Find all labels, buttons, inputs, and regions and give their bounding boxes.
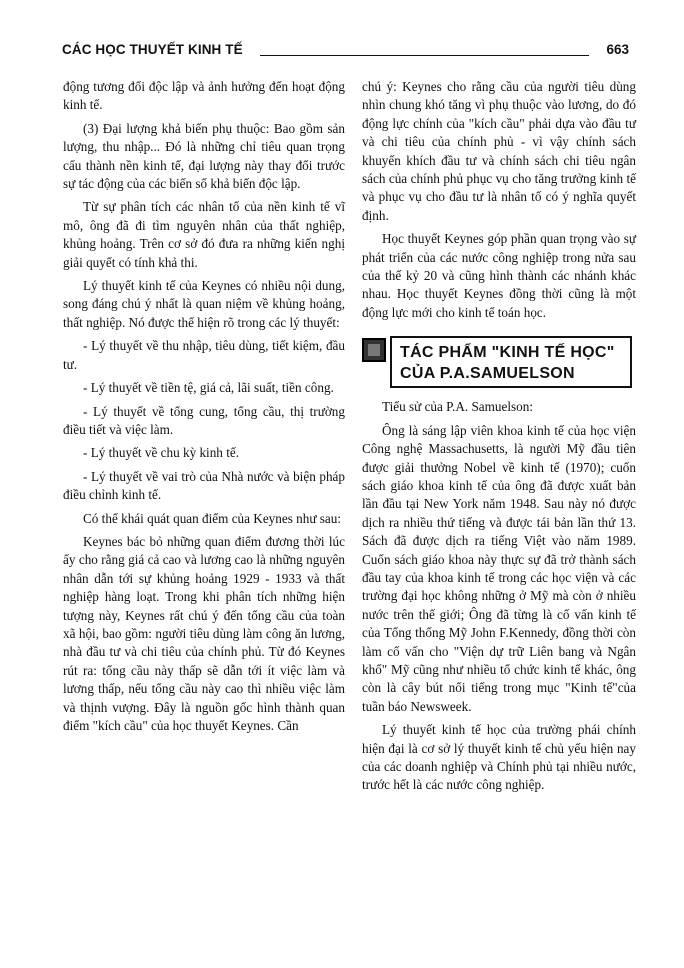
paragraph: động tương đối độc lập và ảnh hưởng đến hoạt động kinh tế.	[63, 79, 345, 113]
list-item: - Lý thuyết về vai trò của Nhà nước và biện pháp điều chỉnh kinh tế.	[63, 468, 345, 503]
paragraph: Có thể khái quát quan điểm của Keynes như sau:	[83, 510, 342, 526]
paragraph: Từ sự phân tích các nhân tố của nền kinh tế vĩ mô, ông đã đi tìm nguyên nhân của thất nghiệp, khủng hoảng. Trên cơ sở đó đưa ra những kiến nghị giải quyết có tính khả thi.	[63, 199, 345, 270]
paragraph: Tiểu sử của P.A. Samuelson:	[382, 399, 533, 415]
page-number: 663	[606, 42, 629, 57]
paragraph: Học thuyết Keynes góp phần quan trọng vào sự phát triển của các nước công nghiệp trong nửa sau của thế kỷ 20 và cũng hình thành các nhánh khác nhau. Học thuyết Keynes đồng thời cũng là một động lực mới cho kinh tế toán học.	[362, 231, 636, 320]
section-heading-frame	[390, 336, 632, 388]
section-heading-line1: TÁC PHẨM "KINH TẾ HỌC"	[400, 344, 615, 362]
paragraph: (3) Đại lượng khả biến phụ thuộc: Bao gồm sản lượng, thu nhập... Đó là những chỉ tiêu quan trọng cấu thành nền kinh tế, đại lượng này thay đổi trước sự tác động của các biến số khả biến độc lập.	[63, 120, 345, 192]
section-heading	[362, 336, 636, 390]
list-item: - Lý thuyết về chu kỳ kinh tế.	[83, 445, 240, 461]
header-rule	[260, 55, 589, 56]
section-heading-line2: CỦA P.A.SAMUELSON	[400, 365, 575, 383]
ornament-icon	[362, 338, 386, 362]
paragraph: Keynes bác bỏ những quan điểm đương thời lúc ấy cho rằng giá cả cao và lương cao là những nguyên nhân dẫn tới sự khủng hoảng 1929 - 1933 và thất nghiệp hàng loạt. Trong khi phân tích những hiện tượng này, Keynes rất chú ý đến tổng cầu của toàn xã hội, bao gồm: người tiêu dùng làm công ăn lương, nhà đầu tư và chi tiêu của chính phủ. Từ đó Keynes rút ra: tổng cầu này thấp sẽ dẫn tới ít việc làm và lương thấp, nếu tổng cầu này cao thì nhiều việc làm và thịnh vượng. Đây là nguồn gốc hình thành quan điểm "kích cầu" của học thuyết Keynes. Cần	[63, 533, 345, 733]
paragraph: chú ý: Keynes cho rằng cầu của người tiêu dùng nhìn chung khó tăng vì phụ thuộc vào lương, do đó động lực chính của "kích cầu" phải dựa vào đầu tư và chi tiêu của chính phủ - vì vậy chính sách khuyến khích đầu tư và chính sách chi tiêu ngân sách của chính phủ phục vụ cho tăng trưởng kinh tế và phục vụ cho đầu tư là nhân tố có ý nghĩa quyết định.	[362, 79, 636, 223]
right-column	[362, 78, 636, 800]
left-column	[63, 78, 345, 740]
paragraph: Ông là sáng lập viên khoa kinh tế của học viện Công nghệ Massachusetts, là người Mỹ đầu tiên được giải thưởng Nobel về kinh tế (1970); cuốn sách giáo khoa kinh tế của ông đã được xuất bản lần đầu tại New York năm 1948. Sau này nó được dịch ra nhiều thứ tiếng và được tái bản lần thứ 13. Sách đã được dịch ra tiếng Việt vào năm 1989. Cuốn sách giáo khoa này thực sự đã trở thành sách đầu tay của khoa kinh tế trong các học viện và các trường đại học không những ở Mỹ mà còn ở nhiều nước trên thế giới; Ông đã từng là cố vấn kinh tế của Tổng thống Mỹ John F.Kennedy, đồng thời còn làm cố vấn cho "Viện dự trữ Liên bang và Ngân khố" Mỹ cũng như nhiều tổ chức kinh tế khác, ông còn là cây bút nổi tiếng trong mục "Kinh tế"của tuần báo Newsweek.	[362, 422, 636, 714]
list-item: - Lý thuyết về tổng cung, tổng cầu, thị trường điều tiết và việc làm.	[63, 403, 345, 437]
paragraph: Lý thuyết kinh tế học của trường phái chính hiện đại là cơ sở lý thuyết kinh tế chủ yếu hiện nay của các doanh nghiệp và Chính phủ tại nhiều nước, trước hết là các nước công nghiệp.	[362, 722, 636, 793]
page-header	[62, 42, 629, 62]
list-item: - Lý thuyết về thu nhập, tiêu dùng, tiết kiệm, đầu tư.	[63, 338, 345, 372]
running-title: CÁC HỌC THUYẾT KINH TẾ	[62, 42, 243, 57]
paragraph: Lý thuyết kinh tế của Keynes có nhiều nội dung, song đáng chú ý nhất là quan niệm về khủng hoảng, thất nghiệp. Nó được thể hiện rõ trong các lý thuyết:	[63, 278, 345, 330]
list-item: - Lý thuyết về tiền tệ, giá cả, lãi suất, tiền công.	[83, 380, 334, 396]
